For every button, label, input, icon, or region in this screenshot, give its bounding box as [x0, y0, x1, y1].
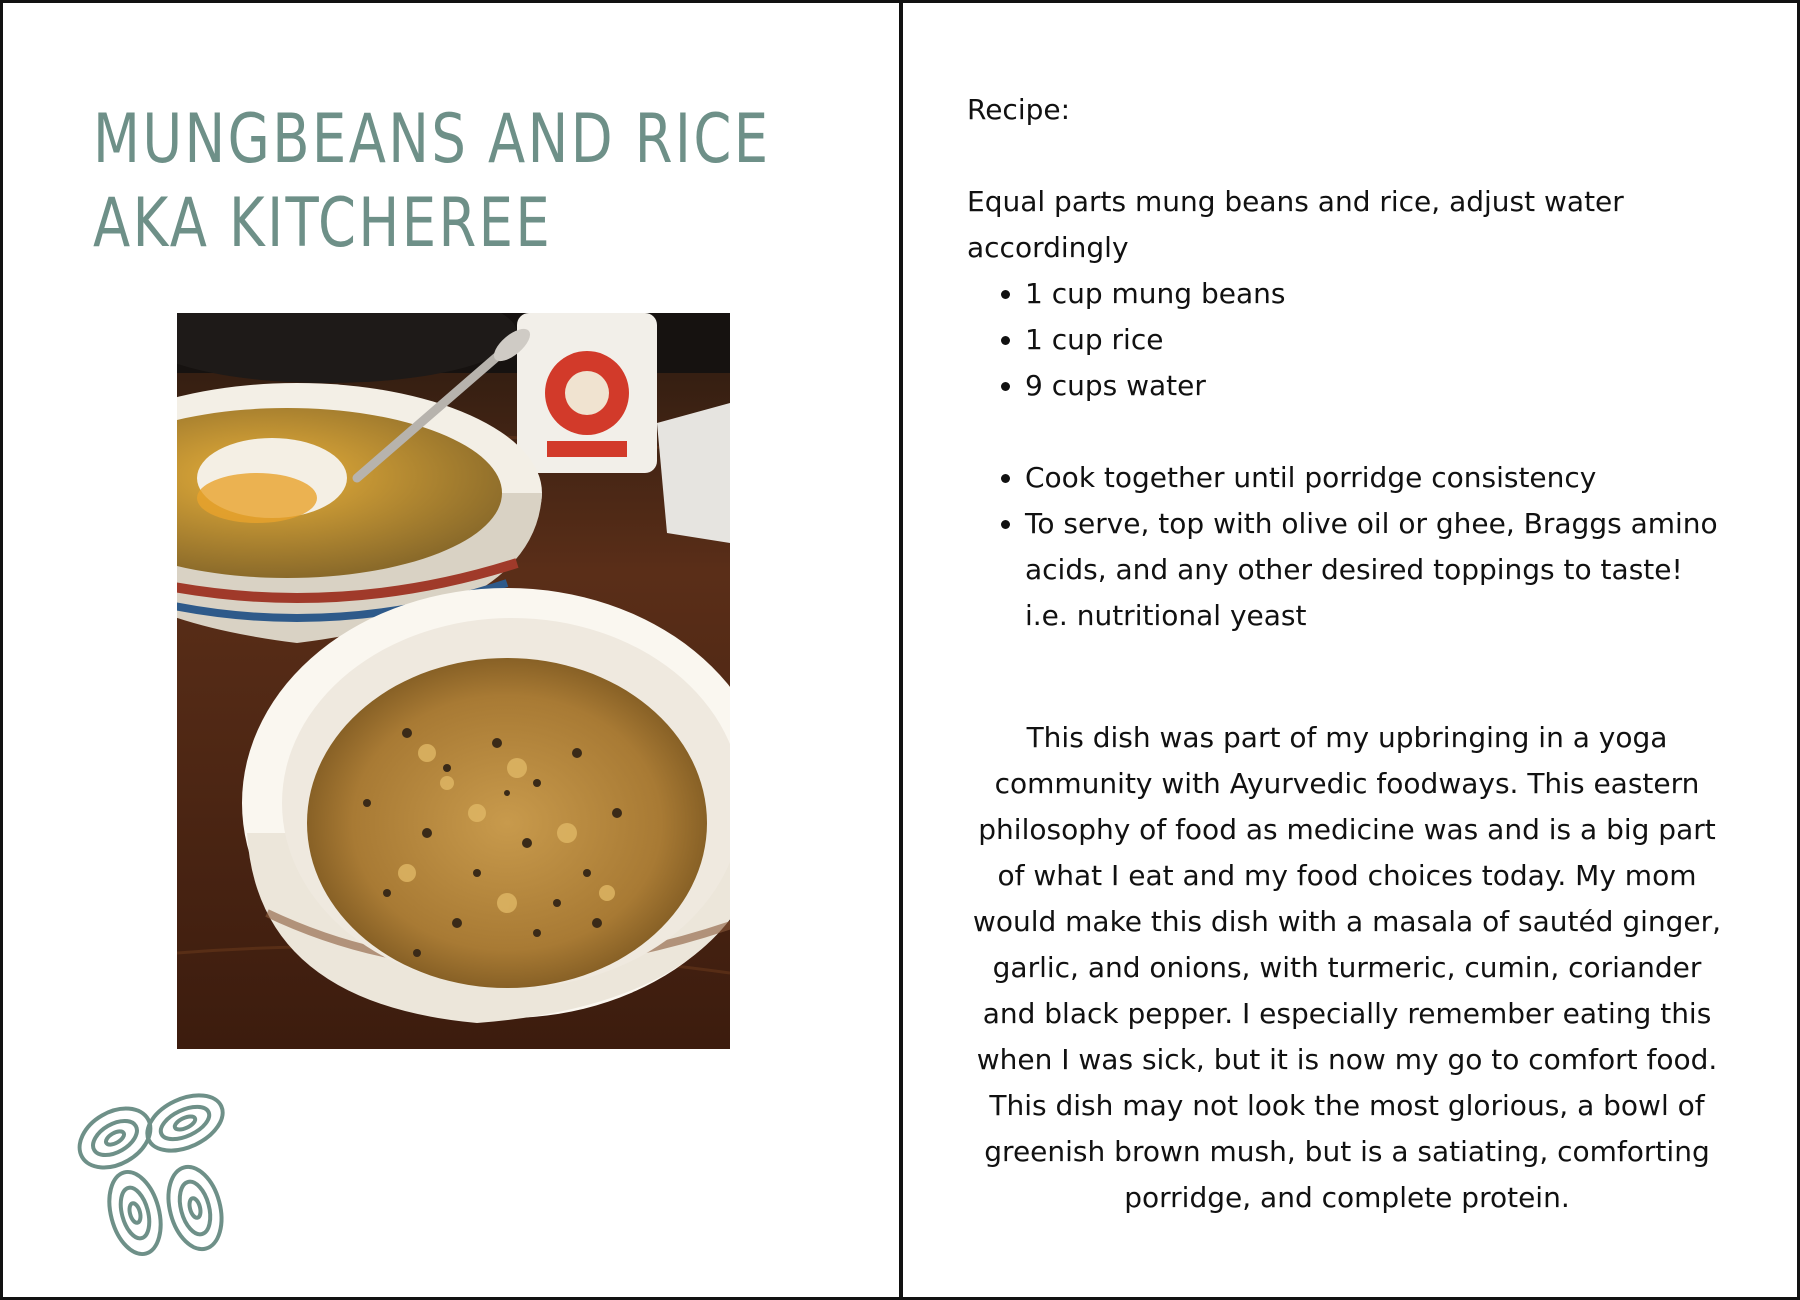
title-line-2: AKA KITCHEREE: [93, 184, 553, 263]
recipe-section: [967, 87, 1727, 639]
mung-bean-sketch: [75, 1093, 250, 1268]
title-line-1: MUNGBEANS AND RICE: [93, 100, 771, 179]
ingredient-item: • 9 cups water: [1025, 363, 1727, 409]
recipe-title: [93, 98, 771, 266]
ingredient-item: • 1 cup rice: [1025, 317, 1727, 363]
step-item: • To serve, top with olive oil or ghee, Braggs amino acids, and any other desired toppings to taste! i.e. nutritional yeast: [1025, 501, 1727, 639]
ingredient-list: [967, 271, 1727, 409]
kitcheree-photo: [177, 313, 730, 1049]
right-page: [900, 0, 1800, 1300]
recipe-heading: Recipe:: [967, 93, 1071, 126]
steps-list: [967, 455, 1727, 639]
step-item: • Cook together until porridge consistency: [1025, 455, 1727, 501]
recipe-intro: Equal parts mung beans and rice, adjust water accordingly: [967, 185, 1624, 264]
ingredient-item: • 1 cup mung beans: [1025, 271, 1727, 317]
story-paragraph: This dish was part of my upbringing in a yoga community with Ayurvedic foodways. This eastern philosophy of food as medicine was and is a big part of what I eat and my food choices today. My mom would make this dish with a masala of sautéd ginger, garlic, and onions, with turmeric, cumin, coriander and black pepper. I especially remember eating this when I was sick, but it is now my go to comfort food. This dish may not look the most glorious, a bowl of greenish brown mush, but is a satiating, comforting porridge, and complete protein.: [972, 721, 1722, 1214]
